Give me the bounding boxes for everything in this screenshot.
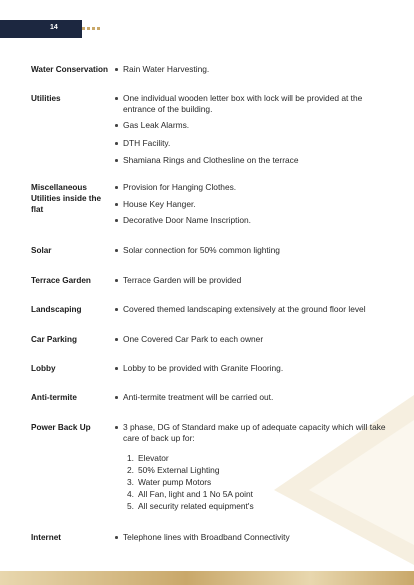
section-label: Solar	[31, 246, 52, 255]
numbered-item: 5. All security related equipment's	[127, 501, 254, 511]
numbered-item: 3. Water pump Motors	[127, 477, 212, 487]
section-label: Terrace Garden	[31, 276, 91, 285]
list-item: One Covered Car Park to each owner	[113, 334, 388, 345]
page-number: 14	[50, 24, 58, 31]
header-decoration	[82, 27, 100, 30]
list-item: One individual wooden letter box with lock will be provided at the entrance of the building.	[113, 93, 388, 120]
list-item: Anti-termite treatment will be carried out.	[113, 392, 388, 403]
list-item: 3 phase, DG of Standard make up of adequate capacity which will take care of back up for:	[113, 422, 388, 444]
section-label: Water Conservation	[31, 65, 109, 74]
list-item: Covered themed landscaping extensively at the ground floor level	[113, 304, 388, 315]
section-label: Anti-termite	[31, 393, 77, 402]
section-label: Utilities	[31, 94, 61, 103]
list-item: Provision for Hanging Clothes.	[113, 182, 388, 199]
list-item: Solar connection for 50% common lighting	[113, 245, 388, 256]
list-item: Decorative Door Name Inscription.	[113, 215, 388, 226]
list-item: Telephone lines with Broadband Connectivity	[113, 532, 388, 543]
numbered-item: 1. Elevator	[127, 453, 169, 463]
numbered-list	[127, 452, 388, 512]
section-label: Landscaping	[31, 305, 82, 314]
list-item: Gas Leak Alarms.	[113, 120, 388, 138]
section-label: Miscellaneous Utilities inside the flat	[31, 183, 102, 214]
section-label: Car Parking	[31, 335, 77, 344]
list-item: Terrace Garden will be provided	[113, 275, 388, 286]
header-bar	[0, 20, 82, 38]
list-item: House Key Hanger.	[113, 199, 388, 215]
numbered-item: 2. 50% External Lighting	[127, 465, 220, 475]
section-label: Lobby	[31, 364, 56, 373]
section-label: Internet	[31, 533, 62, 542]
list-item: Shamiana Rings and Clothesline on the terrace	[113, 155, 388, 166]
numbered-item: 4. All Fan, light and 1 No 5A point	[127, 489, 253, 499]
section-label: Power Back Up	[31, 423, 91, 432]
footer-bar	[0, 571, 414, 585]
list-item: Lobby to be provided with Granite Flooring.	[113, 363, 388, 374]
list-item: Rain Water Harvesting.	[113, 64, 388, 75]
list-item: DTH Facility.	[113, 138, 388, 155]
